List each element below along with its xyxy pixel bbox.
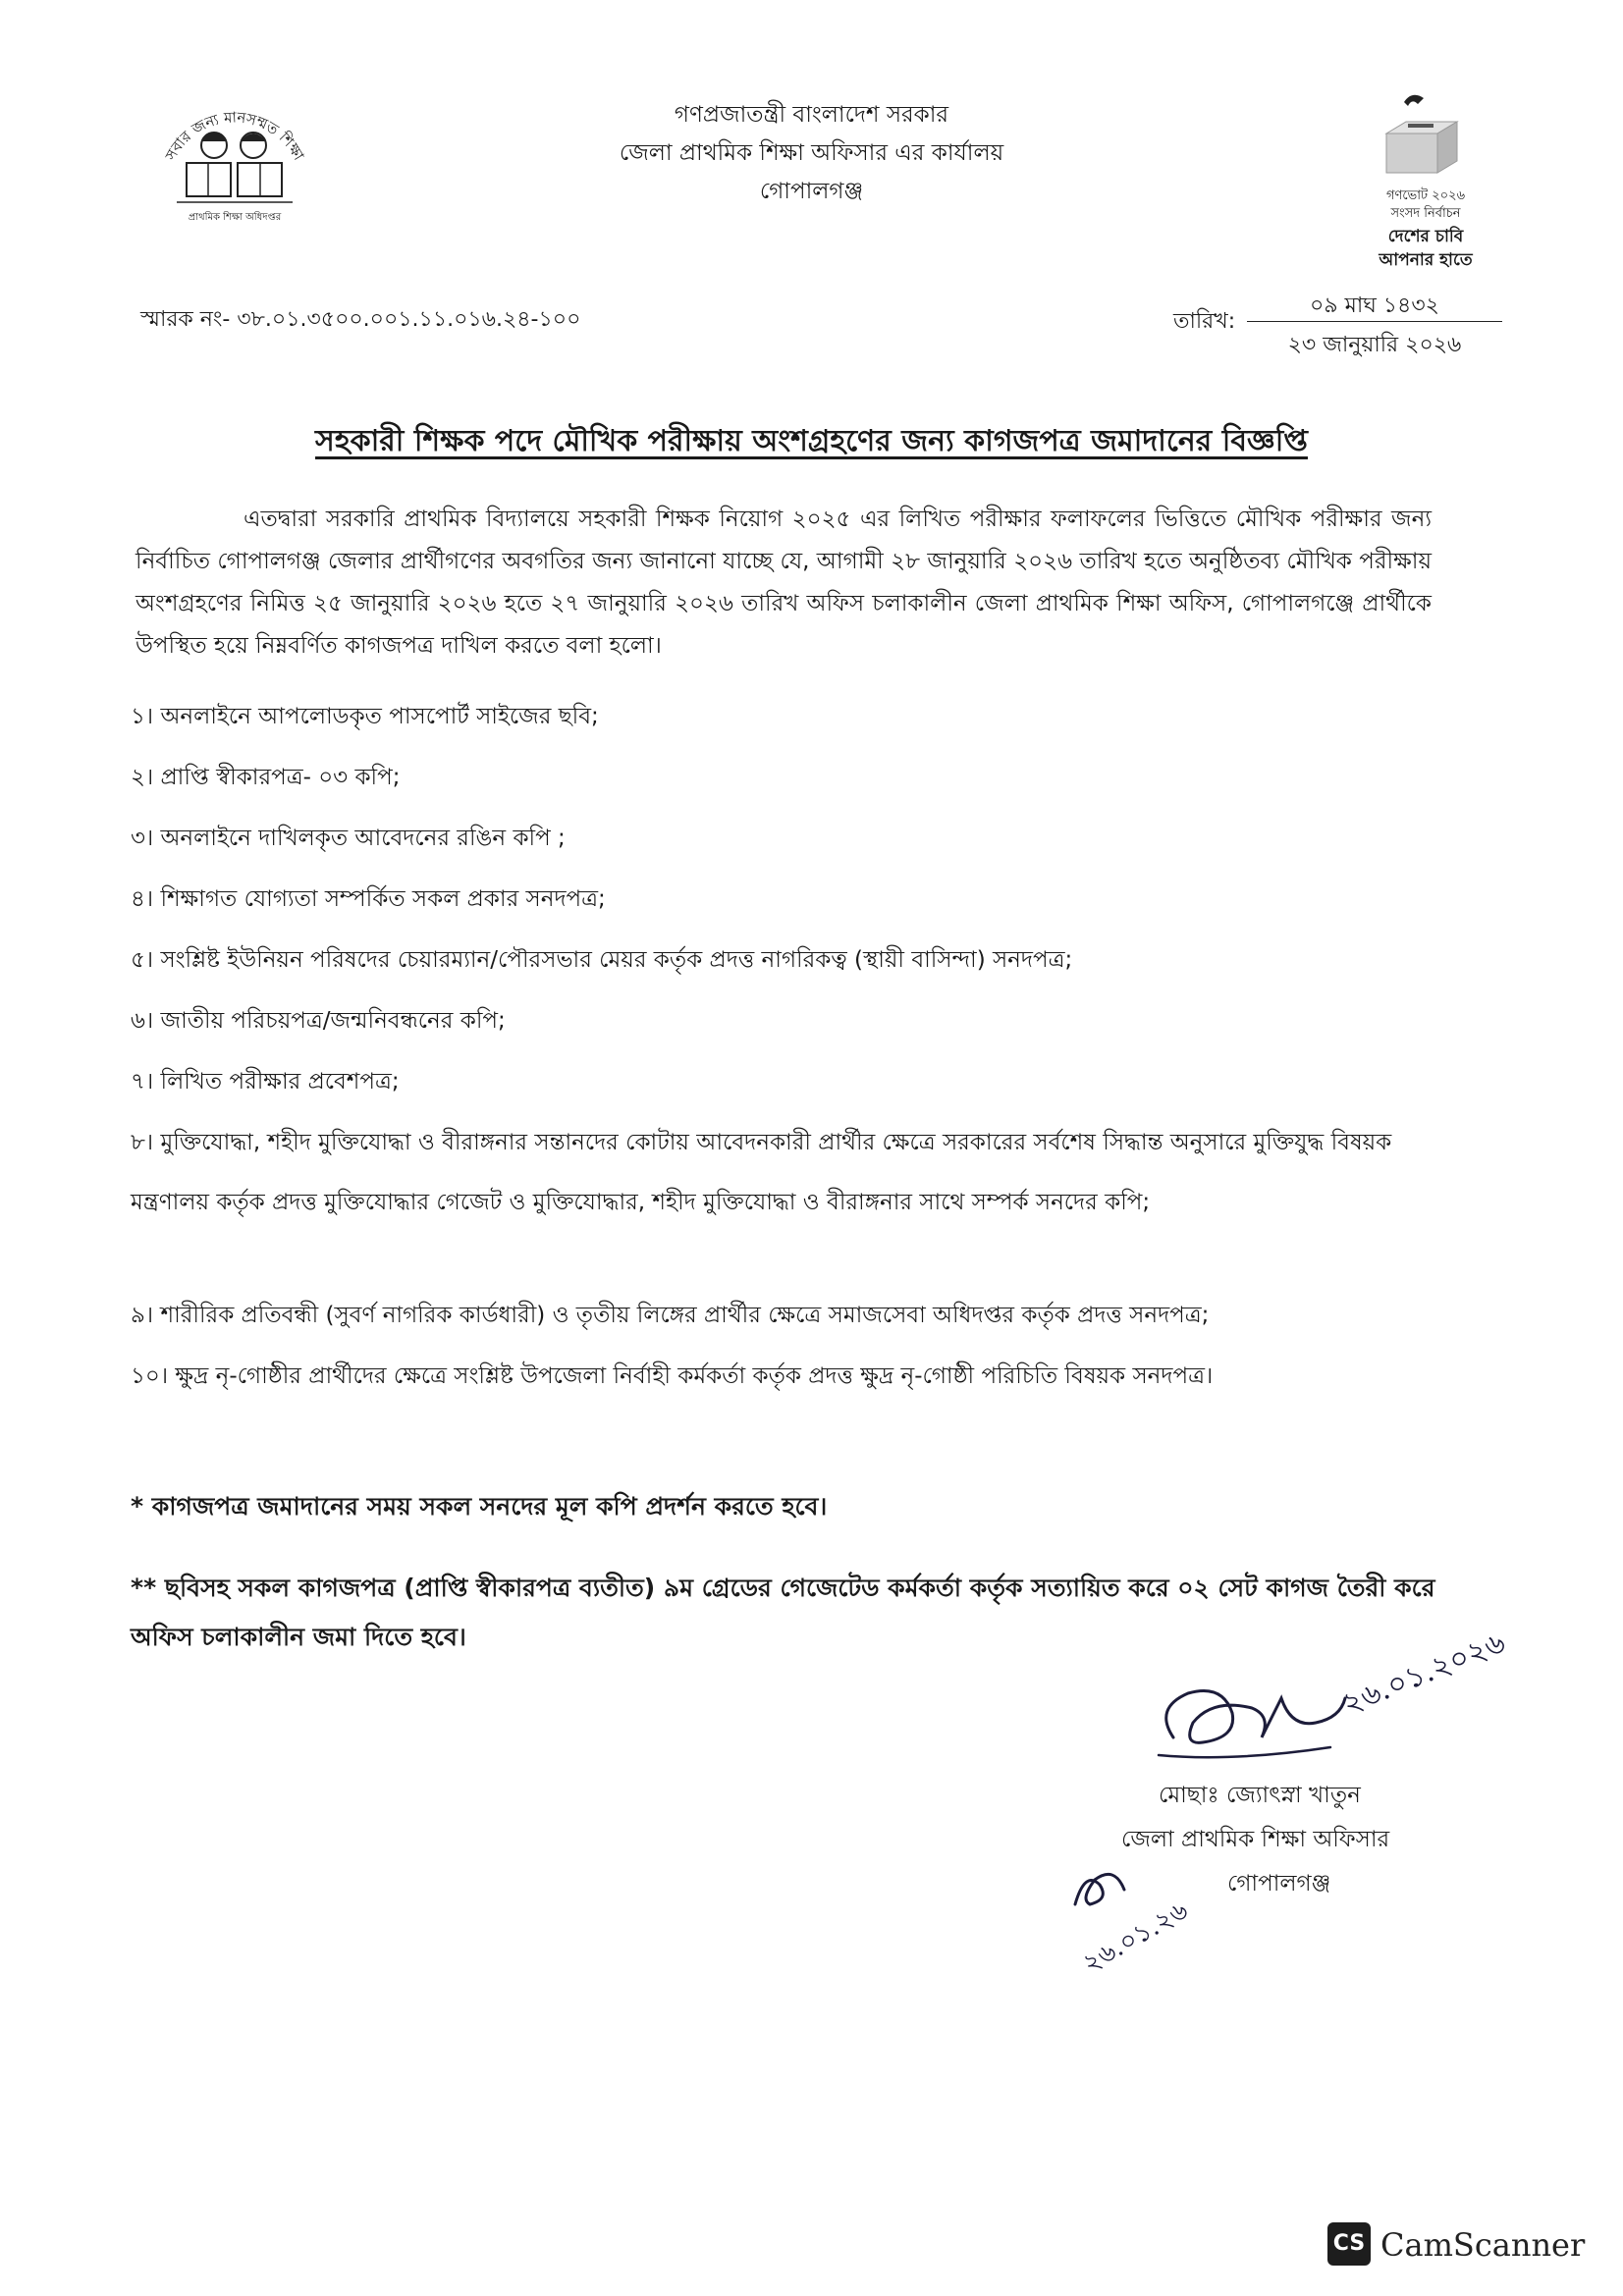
date-divider — [1247, 321, 1502, 322]
note-attestation: ** ছবিসহ সকল কাগজপত্র (প্রাপ্তি স্বীকারপত্র ব্যতীত) ৯ম গ্রেডের গেজেটেড কর্মকর্তা কর্তৃক সত্যায়িত করে ০২ সেট কাগজ তৈরী করে অফিস চলাকালীন জমা দিতে হবে। — [131, 1574, 1435, 1651]
header-location: গোপালগঞ্জ — [759, 179, 864, 204]
election-logo — [1347, 88, 1504, 285]
header-govt: গণপ্রজাতন্ত্রী বাংলাদেশ সরকার — [674, 102, 949, 128]
camscanner-watermark — [1327, 2220, 1602, 2279]
list-item: ৫। সংশ্লিষ্ট ইউনিয়ন পরিষদের চেয়ারম্যান/পৌরসভার মেয়র কর্তৃক প্রদত্ত নাগরিকত্ব (স্থায়ী বাসিন্দা) সনদপত্র; — [131, 947, 1073, 973]
election-slogan-2: আপনার হাতে — [1379, 250, 1473, 270]
election-slogan-1: দেশের চাবি — [1387, 227, 1464, 246]
camscanner-logo-icon: CS — [1327, 2222, 1371, 2266]
ballot-box-icon — [1347, 88, 1504, 183]
election-line2: সংসদ নির্বাচন — [1390, 206, 1461, 221]
date-label: তারিখ: — [1173, 309, 1236, 334]
list-item: ৩। অনলাইনে দাখিলকৃত আবেদনের রঙিন কপি ; — [131, 826, 566, 851]
signature-mark — [1144, 1669, 1360, 1777]
list-item: ১। অনলাইনে আপলোডকৃত পাসপোর্ট সাইজের ছবি; — [131, 704, 599, 729]
camscanner-label: CamScanner — [1380, 2226, 1586, 2264]
date-bangla: ০৯ মাঘ ১৪৩২ — [1310, 294, 1439, 318]
logo-bottom-text: প্রাথমিক শিক্ষা অধিদপ্তর — [188, 212, 282, 223]
list-item: ৪। শিক্ষাগত যোগ্যতা সম্পর্কিত সকল প্রকার সনদপত্র; — [131, 886, 606, 912]
note-original-copy: * কাগজপত্র জমাদানের সময় সকল সনদের মূল কপি প্রদর্শন করতে হবে। — [131, 1492, 828, 1521]
date-english: ২৩ জানুয়ারি ২০২৬ — [1287, 333, 1462, 357]
notice-title: সহকারী শিক্ষক পদে মৌখিক পরীক্ষায় অংশগ্রহণের জন্য কাগজপত্র জমাদানের বিজ্ঞপ্তি — [315, 424, 1308, 458]
signatory-name: মোছাঃ জ্যোৎস্না খাতুন — [1159, 1783, 1361, 1808]
signatory-location: গোপালগঞ্জ — [1227, 1871, 1331, 1896]
intro-paragraph: এতদ্বারা সরকারি প্রাথমিক বিদ্যালয়ে সহকারী শিক্ষক নিয়োগ ২০২৫ এর লিখিত পরীক্ষার ফলাফলের ভিত্তিতে মৌখিক পরীক্ষার জন্য নির্বাচিত গোপালগঞ্জ জেলার প্রার্থীগণের অবগতির জন্য জানানো যাচ্ছে যে, আগামী ২৮ জানুয়ারি ২০২৬ তারিখ হতে অনুষ্ঠিতব্য মৌখিক পরীক্ষায় অংশগ্রহণের নিমিত্ত ২৫ জানুয়ারি ২০২৬ হতে ২৭ জানুয়ারি ২০২৬ তারিখ অফিস চলাকালীন জেলা প্রাথমিক শিক্ষা অফিস, গোপালগঞ্জে প্রার্থীকে উপস্থিত হয়ে নিম্নবর্ণিত কাগজপত্র দাখিল করতে বলা হলো। — [135, 507, 1432, 659]
list-item: ১০। ক্ষুদ্র নৃ-গোষ্ঠীর প্রার্থীদের ক্ষেত্রে সংশ্লিষ্ট উপজেলা নির্বাহী কর্মকর্তা কর্তৃক প্রদত্ত ক্ষুদ্র নৃ-গোষ্ঠী পরিচিতি বিষয়ক সনদপত্র। — [131, 1363, 1214, 1389]
list-item: ৭। লিখিত পরীক্ষার প্রবেশপত্র; — [131, 1069, 400, 1095]
signatory-designation: জেলা প্রাথমিক শিক্ষা অফিসার — [1121, 1827, 1390, 1852]
list-item: ২। প্রাপ্তি স্বীকারপত্র- ০৩ কপি; — [131, 765, 401, 790]
header-office: জেলা প্রাথমিক শিক্ষা অফিসার এর কার্যালয় — [619, 140, 1004, 166]
list-item: ৬। জাতীয় পরিচয়পত্র/জন্মনিবন্ধনের কপি; — [131, 1008, 506, 1034]
list-item: ৮। মুক্তিযোদ্ধা, শহীদ মুক্তিযোদ্ধা ও বীরাঙ্গনার সন্তানদের কোটায় আবেদনকারী প্রার্থীর ক্ষেত্রে সরকারের সর্বশেষ সিদ্ধান্ত অনুসারে মুক্তিযুদ্ধ বিষয়ক মন্ত্রণালয় কর্তৃক প্রদত্ত মুক্তিযোদ্ধার গেজেট ও মুক্তিযোদ্ধার, শহীদ মুক্তিযোদ্ধা ও বীরাঙ্গনার সাথে সম্পর্ক সনদের কপি; — [131, 1130, 1392, 1215]
signature-date: ২৬.০১.২০২৬ — [1337, 1625, 1511, 1722]
logo-arc-text: সবার জন্য মানসম্মত শিক্ষা — [161, 108, 308, 164]
initial-date: ২৬.০১.২৬ — [1078, 1896, 1194, 1980]
election-line1: গণভোট ২০২৬ — [1385, 188, 1466, 203]
memo-number: স্মারক নং- ৩৮.০১.৩৫০০.০০১.১১.০১৬.২৪-১০০ — [140, 307, 581, 332]
list-item: ৯। শারীরিক প্রতিবন্ধী (সুবর্ণ নাগরিক কার্ডধারী) ও তৃতীয় লিঙ্গের প্রার্থীর ক্ষেত্রে সমাজসেবা অধিদপ্তর কর্তৃক প্রদত্ত সনদপত্র; — [131, 1303, 1210, 1328]
initial-mark — [1065, 1860, 1134, 1919]
